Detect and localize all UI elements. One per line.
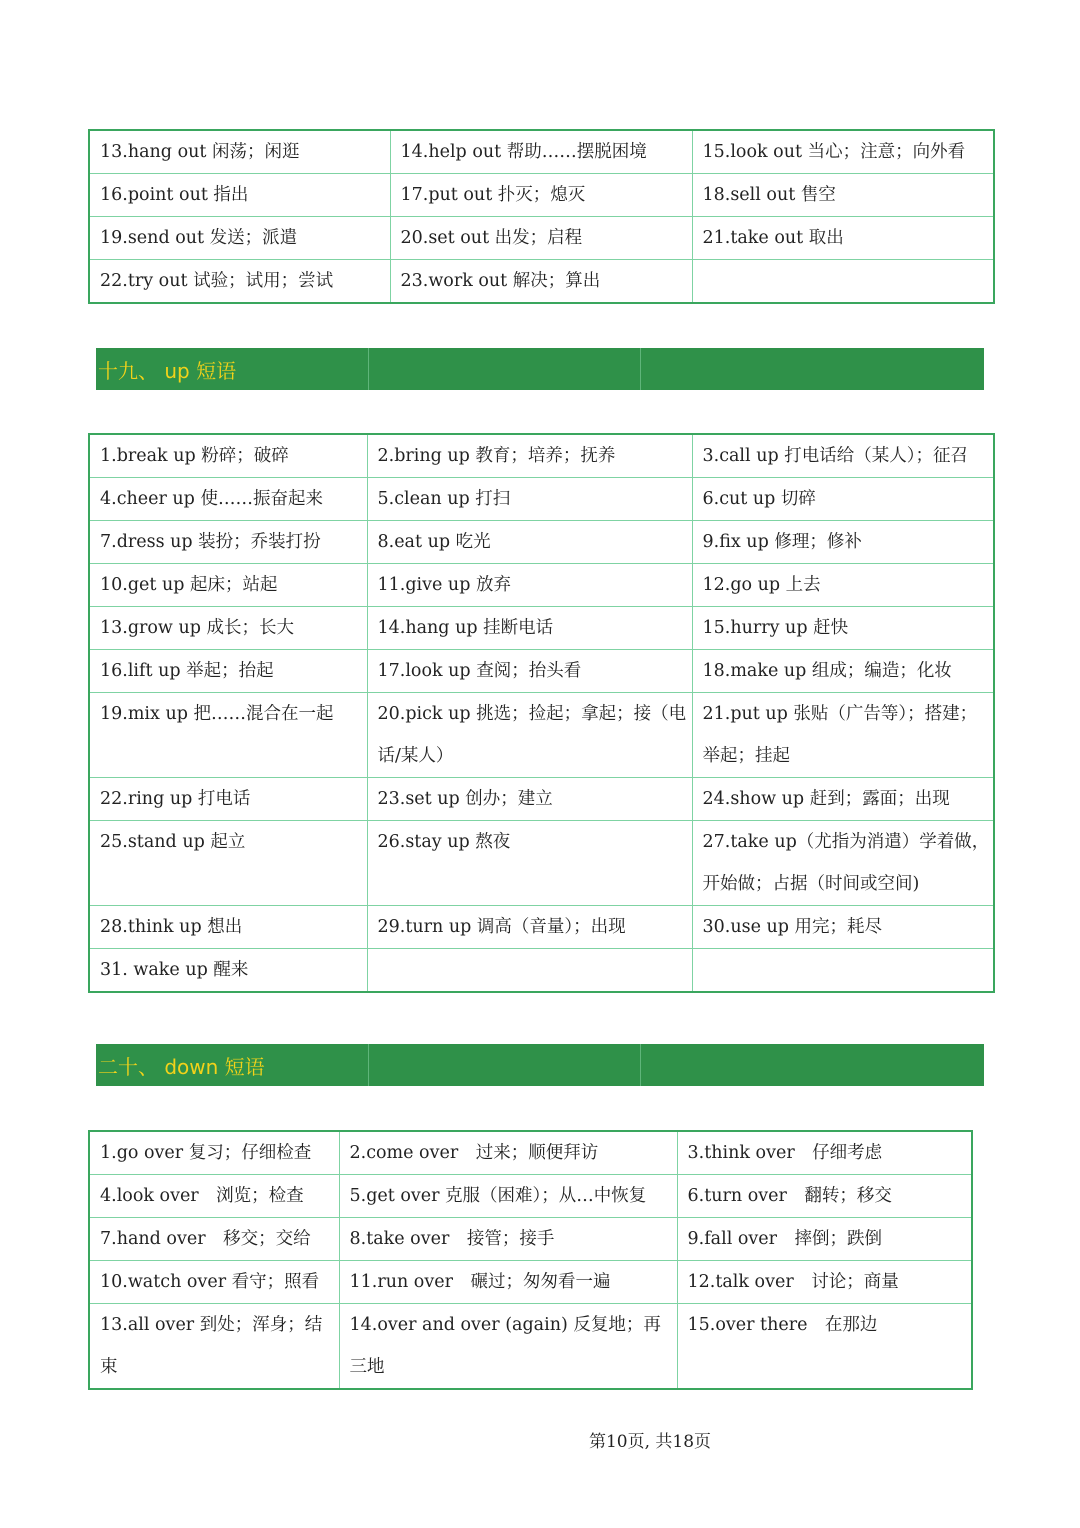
over-phrase-cell: 5.get over 克服（困难）；从…中恢复 xyxy=(339,1175,677,1218)
over-phrase-cell: 12.talk over 讨论；商量 xyxy=(677,1261,972,1304)
up-phrase-cell: 30.use up 用完；耗尽 xyxy=(692,906,994,949)
out-phrase-row xyxy=(89,217,994,260)
up-phrase-cell: 8.eat up 吃光 xyxy=(367,521,692,564)
up-phrase-cell: 19.mix up 把……混合在一起 xyxy=(89,693,367,778)
up-phrase-cell: 13.grow up 成长；长大 xyxy=(89,607,367,650)
out-phrase-cell: 14.help out 帮助……摆脱困境 xyxy=(390,130,692,174)
over-phrase-cell: 10.watch over 看守；照看 xyxy=(89,1261,339,1304)
up-phrase-row xyxy=(89,478,994,521)
over-phrases-table xyxy=(88,1130,973,1390)
up-phrase-cell: 22.ring up 打电话 xyxy=(89,778,367,821)
out-phrase-cell: 15.look out 当心；注意；向外看 xyxy=(692,130,994,174)
up-phrase-cell: 28.think up 想出 xyxy=(89,906,367,949)
up-phrase-row xyxy=(89,778,994,821)
over-phrase-cell: 8.take over 接管；接手 xyxy=(339,1218,677,1261)
over-phrase-row xyxy=(89,1304,972,1390)
out-phrase-cell: 16.point out 指出 xyxy=(89,174,390,217)
over-phrase-cell: 15.over there 在那边 xyxy=(677,1304,972,1390)
out-phrase-row xyxy=(89,130,994,174)
up-phrase-cell: 25.stand up 起立 xyxy=(89,821,367,906)
out-phrase-cell: 21.take out 取出 xyxy=(692,217,994,260)
section-heading-down: 二十、 down 短语 xyxy=(98,1054,265,1079)
over-phrase-row xyxy=(89,1175,972,1218)
up-phrase-cell: 15.hurry up 赶快 xyxy=(692,607,994,650)
up-phrase-row xyxy=(89,949,994,993)
up-phrase-row xyxy=(89,521,994,564)
over-phrase-cell: 1.go over 复习；仔细检查 xyxy=(89,1131,339,1175)
up-phrase-cell: 27.take up（尤指为消遣）学着做，开始做；占据（时间或空间) xyxy=(692,821,994,906)
section-banner-down xyxy=(96,1044,984,1086)
up-phrase-cell: 21.put up 张贴（广告等）；搭建；举起；挂起 xyxy=(692,693,994,778)
out-phrase-cell: 20.set out 出发；启程 xyxy=(390,217,692,260)
up-phrase-cell: 26.stay up 熬夜 xyxy=(367,821,692,906)
up-phrase-cell: 3.call up 打电话给（某人）；征召 xyxy=(692,434,994,478)
up-phrase-cell: 23.set up 创办；建立 xyxy=(367,778,692,821)
up-phrase-cell: 20.pick up 挑选；捡起；拿起；接（电话/某人） xyxy=(367,693,692,778)
over-phrase-cell: 6.turn over 翻转；移交 xyxy=(677,1175,972,1218)
out-phrase-cell: 22.try out 试验；试用；尝试 xyxy=(89,260,390,304)
up-phrase-row xyxy=(89,607,994,650)
up-phrase-cell: 5.clean up 打扫 xyxy=(367,478,692,521)
out-phrase-cell: 17.put out 扑灭；熄灭 xyxy=(390,174,692,217)
up-phrase-cell: 9.fix up 修理；修补 xyxy=(692,521,994,564)
over-phrase-cell: 3.think over 仔细考虑 xyxy=(677,1131,972,1175)
up-phrase-row xyxy=(89,564,994,607)
over-phrase-row xyxy=(89,1218,972,1261)
up-phrase-row xyxy=(89,693,994,778)
up-phrase-row xyxy=(89,650,994,693)
over-phrase-row xyxy=(89,1131,972,1175)
up-phrase-cell: 16.lift up 举起；抬起 xyxy=(89,650,367,693)
up-phrase-cell: 24.show up 赶到；露面；出现 xyxy=(692,778,994,821)
out-phrase-row xyxy=(89,260,994,304)
out-phrase-cell: 19.send out 发送；派遣 xyxy=(89,217,390,260)
over-phrase-row xyxy=(89,1261,972,1304)
out-phrase-cell: 18.sell out 售空 xyxy=(692,174,994,217)
out-phrase-cell xyxy=(692,260,994,304)
over-phrase-cell: 14.over and over (again) 反复地；再三地 xyxy=(339,1304,677,1390)
up-phrase-cell: 11.give up 放弃 xyxy=(367,564,692,607)
out-phrase-cell: 23.work out 解决；算出 xyxy=(390,260,692,304)
up-phrase-cell: 31. wake up 醒来 xyxy=(89,949,367,993)
up-phrase-cell: 29.turn up 调高（音量）；出现 xyxy=(367,906,692,949)
over-phrase-cell: 7.hand over 移交；交给 xyxy=(89,1218,339,1261)
page-footer: 第10页, 共18页 xyxy=(588,1432,712,1452)
section-heading-up: 十九、 up 短语 xyxy=(98,358,237,383)
out-phrase-cell: 13.hang out 闲荡；闲逛 xyxy=(89,130,390,174)
up-phrase-cell: 14.hang up 挂断电话 xyxy=(367,607,692,650)
up-phrase-cell xyxy=(692,949,994,993)
up-phrase-cell: 12.go up 上去 xyxy=(692,564,994,607)
up-phrase-cell: 7.dress up 装扮；乔装打扮 xyxy=(89,521,367,564)
up-phrases-table xyxy=(88,433,995,993)
over-phrase-cell: 2.come over 过来；顺便拜访 xyxy=(339,1131,677,1175)
out-phrases-table xyxy=(88,129,995,304)
up-phrase-cell xyxy=(367,949,692,993)
up-phrase-cell: 4.cheer up 使……振奋起来 xyxy=(89,478,367,521)
up-phrase-cell: 18.make up 组成；编造；化妆 xyxy=(692,650,994,693)
up-phrase-row xyxy=(89,434,994,478)
up-phrase-cell: 6.cut up 切碎 xyxy=(692,478,994,521)
over-phrase-cell: 9.fall over 摔倒；跌倒 xyxy=(677,1218,972,1261)
up-phrase-cell: 2.bring up 教育；培养；抚养 xyxy=(367,434,692,478)
out-phrase-row xyxy=(89,174,994,217)
over-phrase-cell: 11.run over 碾过；匆匆看一遍 xyxy=(339,1261,677,1304)
up-phrase-row xyxy=(89,906,994,949)
section-banner-up xyxy=(96,348,984,390)
up-phrase-cell: 1.break up 粉碎；破碎 xyxy=(89,434,367,478)
over-phrase-cell: 13.all over 到处；浑身；结束 xyxy=(89,1304,339,1390)
up-phrase-cell: 10.get up 起床；站起 xyxy=(89,564,367,607)
up-phrase-row xyxy=(89,821,994,906)
up-phrase-cell: 17.look up 查阅；抬头看 xyxy=(367,650,692,693)
over-phrase-cell: 4.look over 浏览；检查 xyxy=(89,1175,339,1218)
